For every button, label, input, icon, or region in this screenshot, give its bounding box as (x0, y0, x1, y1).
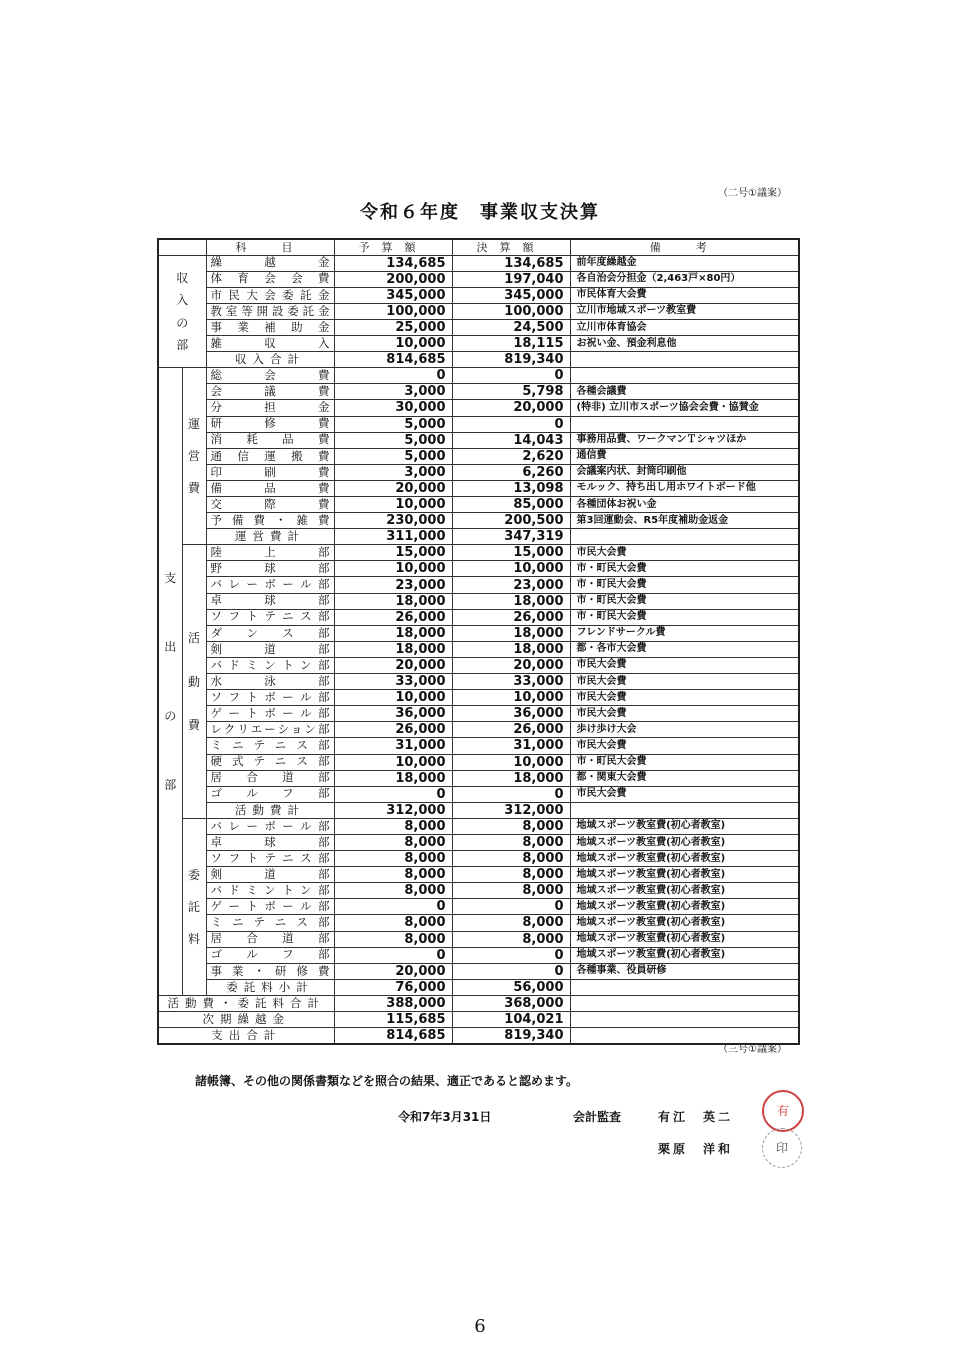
operating-total-actual: 347,319 (452, 529, 570, 545)
subject-cell: 剣道部 (206, 867, 334, 883)
commission-total-budget: 76,000 (334, 979, 452, 995)
table-row (158, 609, 799, 625)
actual-cell: 2,620 (452, 448, 570, 464)
note-cell: フレンドサークル費 (570, 625, 799, 641)
note-cell: 前年度繰越金 (570, 255, 799, 271)
budget-cell: 100,000 (334, 303, 452, 319)
actual-cell: 5,798 (452, 384, 570, 400)
note-cell: 通信費 (570, 448, 799, 464)
budget-cell: 18,000 (334, 641, 452, 657)
table-row (158, 239, 799, 255)
note-cell: 市・町民大会費 (570, 754, 799, 770)
actual-cell: 197,040 (452, 271, 570, 287)
page-title: 令和６年度 事業収支決算 (360, 202, 600, 223)
actual-cell: 26,000 (452, 722, 570, 738)
table-row (158, 480, 799, 496)
budget-cell: 0 (334, 368, 452, 384)
budget-cell: 20,000 (334, 657, 452, 673)
table-row (158, 416, 799, 432)
table-row (158, 706, 799, 722)
note-cell: 市民大会費 (570, 657, 799, 673)
side-char: 部 (164, 778, 177, 793)
actual-cell: 6,260 (452, 464, 570, 480)
budget-cell: 33,000 (334, 674, 452, 690)
table-row (158, 255, 799, 271)
table-row (158, 1012, 799, 1028)
header-blank (158, 239, 206, 255)
budget-cell: 8,000 (334, 883, 452, 899)
note-cell: お祝い金、預金利息他 (570, 336, 799, 352)
doc-ref-top: （二号①議案） (718, 188, 787, 199)
note-cell: 立川市地域スポーツ教室費 (570, 303, 799, 319)
note-cell: 地域スポーツ教室費(初心者教室) (570, 947, 799, 963)
note-cell: 地域スポーツ教室費(初心者教室) (570, 867, 799, 883)
side-char: 部 (176, 337, 189, 352)
side-char: 入 (176, 293, 189, 308)
table-row (158, 899, 799, 915)
combined-budget: 388,000 (334, 995, 452, 1011)
doc-ref-bottom: （三号①議案） (718, 1044, 787, 1055)
activity-total-budget: 312,000 (334, 802, 452, 818)
budget-cell: 8,000 (334, 851, 452, 867)
actual-cell: 20,000 (452, 400, 570, 416)
side-char: 出 (164, 640, 177, 655)
actual-cell: 8,000 (452, 851, 570, 867)
subject-cell: ソフトテニス部 (206, 609, 334, 625)
auditor-name-1: 有江 英二 (658, 1110, 734, 1124)
note-cell: 地域スポーツ教室費(初心者教室) (570, 818, 799, 834)
note-cell (570, 1012, 799, 1028)
table-row (158, 818, 799, 834)
budget-cell: 8,000 (334, 818, 452, 834)
header-subject: 科 目 (206, 239, 334, 255)
side-char: 活 (187, 631, 200, 646)
budget-cell: 10,000 (334, 497, 452, 513)
combined-actual: 368,000 (452, 995, 570, 1011)
budget-cell: 30,000 (334, 400, 452, 416)
note-cell: 都・各市大会費 (570, 641, 799, 657)
note-cell: 地域スポーツ教室費(初心者教室) (570, 834, 799, 850)
subject-cell: バドミントン部 (206, 883, 334, 899)
expense_total-budget: 814,685 (334, 1028, 452, 1044)
note-cell: 市・町民大会費 (570, 609, 799, 625)
subject-cell: 居合道部 (206, 770, 334, 786)
table-row (158, 577, 799, 593)
subject-cell: 消耗品費 (206, 432, 334, 448)
commission-side-label (182, 818, 206, 995)
certification-text: 諸帳簿、その他の関係書類などを照合の結果、適正であると認めます。 (195, 1074, 579, 1088)
budget-cell: 230,000 (334, 513, 452, 529)
actual-cell: 36,000 (452, 706, 570, 722)
actual-cell: 10,000 (452, 561, 570, 577)
subject-cell: バドミントン部 (206, 657, 334, 673)
budget-cell: 200,000 (334, 271, 452, 287)
table-row (158, 754, 799, 770)
note-cell: 市民大会費 (570, 674, 799, 690)
subject-cell: ミニテニス部 (206, 738, 334, 754)
table-row (158, 738, 799, 754)
carryover-actual: 104,021 (452, 1012, 570, 1028)
activity-side-label (182, 545, 206, 819)
actual-cell: 0 (452, 416, 570, 432)
expense_total-actual: 819,340 (452, 1028, 570, 1044)
budget-cell: 15,000 (334, 545, 452, 561)
actual-cell: 15,000 (452, 545, 570, 561)
budget-cell: 10,000 (334, 561, 452, 577)
note-cell: 第3回運動会、R5年度補助金返金 (570, 513, 799, 529)
actual-cell: 18,000 (452, 641, 570, 657)
operating-total-budget: 311,000 (334, 529, 452, 545)
budget-cell: 8,000 (334, 931, 452, 947)
note-cell: 地域スポーツ教室費(初心者教室) (570, 899, 799, 915)
expense-side-label (158, 368, 182, 996)
note-cell: 市民体育大会費 (570, 287, 799, 303)
subject-cell: 水泳部 (206, 674, 334, 690)
side-char: 料 (187, 932, 200, 947)
note-cell: 地域スポーツ教室費(初心者教室) (570, 851, 799, 867)
subject-cell: ゲートボール部 (206, 706, 334, 722)
budget-cell: 5,000 (334, 416, 452, 432)
note-cell: 都・関東大会費 (570, 770, 799, 786)
income-total-actual: 819,340 (452, 352, 570, 368)
budget-cell: 36,000 (334, 706, 452, 722)
note-cell: 市民大会費 (570, 706, 799, 722)
table-row (158, 963, 799, 979)
side-char: 費 (187, 481, 200, 496)
actual-cell: 200,500 (452, 513, 570, 529)
table-row (158, 545, 799, 561)
budget-cell: 26,000 (334, 722, 452, 738)
table-row (158, 464, 799, 480)
carryover-label: 次期繰越金 (158, 1012, 334, 1028)
side-char: 収 (176, 271, 189, 286)
table-row (158, 497, 799, 513)
budget-cell: 8,000 (334, 834, 452, 850)
budget-cell: 5,000 (334, 448, 452, 464)
subject-cell: 教室等開設委託金 (206, 303, 334, 319)
table-row (158, 915, 799, 931)
subject-cell: バレーボール部 (206, 818, 334, 834)
table-row (158, 384, 799, 400)
actual-cell: 14,043 (452, 432, 570, 448)
budget-cell: 10,000 (334, 336, 452, 352)
budget-cell: 8,000 (334, 915, 452, 931)
budget-cell: 5,000 (334, 432, 452, 448)
table-row (158, 931, 799, 947)
note-cell: 地域スポーツ教室費(初心者教室) (570, 915, 799, 931)
table-row (158, 529, 799, 545)
budget-cell: 18,000 (334, 770, 452, 786)
note-cell: 市・町民大会費 (570, 561, 799, 577)
table-row (158, 352, 799, 368)
table-row (158, 947, 799, 963)
budget-cell: 20,000 (334, 963, 452, 979)
budget-cell: 134,685 (334, 255, 452, 271)
subject-cell: 雑収入 (206, 336, 334, 352)
subject-cell: 備品費 (206, 480, 334, 496)
table-row (158, 883, 799, 899)
budget-cell: 0 (334, 786, 452, 802)
note-cell: 各種会議費 (570, 384, 799, 400)
table-row (158, 786, 799, 802)
actual-cell: 85,000 (452, 497, 570, 513)
combined-label: 活動費・委託料合計 (158, 995, 334, 1011)
table-row (158, 593, 799, 609)
side-char: 営 (187, 449, 200, 464)
subject-cell: 剣道部 (206, 641, 334, 657)
table-row (158, 722, 799, 738)
side-char: 動 (187, 674, 200, 689)
subject-cell: 研修費 (206, 416, 334, 432)
income-side-label (158, 255, 206, 368)
note-cell: 会議案内状、封筒印刷他 (570, 464, 799, 480)
actual-cell: 8,000 (452, 931, 570, 947)
actual-cell: 31,000 (452, 738, 570, 754)
note-cell: 市民大会費 (570, 545, 799, 561)
table-row (158, 448, 799, 464)
note-cell: 市民大会費 (570, 738, 799, 754)
actual-cell: 26,000 (452, 609, 570, 625)
note-cell: 各自治会分担金（2,463戸×80円） (570, 271, 799, 287)
table-row (158, 674, 799, 690)
actual-cell: 8,000 (452, 834, 570, 850)
subject-cell: 居合道部 (206, 931, 334, 947)
actual-cell: 10,000 (452, 690, 570, 706)
header-note: 備 考 (570, 239, 799, 255)
actual-cell: 18,000 (452, 770, 570, 786)
subject-cell: 事業補助金 (206, 319, 334, 335)
side-char: 支 (164, 570, 177, 585)
actual-cell: 8,000 (452, 915, 570, 931)
note-cell: 各種団体お祝い金 (570, 497, 799, 513)
note-cell (570, 368, 799, 384)
note-cell: 事務用品費、ワークマンＴシャツほか (570, 432, 799, 448)
operating-side-label (182, 368, 206, 545)
subject-cell: 卓球部 (206, 593, 334, 609)
table-row (158, 432, 799, 448)
budget-cell: 345,000 (334, 287, 452, 303)
note-cell: (特非) 立川市スポーツ協会会費・協賛金 (570, 400, 799, 416)
subject-cell: ゴルフ部 (206, 786, 334, 802)
actual-cell: 8,000 (452, 818, 570, 834)
subject-cell: 硬式テニス部 (206, 754, 334, 770)
budget-cell: 10,000 (334, 754, 452, 770)
table-row (158, 979, 799, 995)
actual-cell: 0 (452, 947, 570, 963)
page-number: 6 (474, 1316, 486, 1337)
actual-cell: 18,000 (452, 625, 570, 641)
subject-cell: バレーボール部 (206, 577, 334, 593)
note-cell (570, 352, 799, 368)
budget-cell: 3,000 (334, 464, 452, 480)
table-row (158, 851, 799, 867)
note-cell (570, 979, 799, 995)
budget-cell: 26,000 (334, 609, 452, 625)
table-row (158, 834, 799, 850)
table-row (158, 400, 799, 416)
subject-cell: 市民大会委託金 (206, 287, 334, 303)
actual-cell: 13,098 (452, 480, 570, 496)
auditor-seal-2: 印 (762, 1128, 802, 1168)
table-row (158, 319, 799, 335)
subject-cell: 印刷費 (206, 464, 334, 480)
commission-total-label: 委託料小計 (206, 979, 334, 995)
table-row (158, 561, 799, 577)
actual-cell: 0 (452, 899, 570, 915)
carryover-budget: 115,685 (334, 1012, 452, 1028)
note-cell: 市・町民大会費 (570, 577, 799, 593)
actual-cell: 345,000 (452, 287, 570, 303)
actual-cell: 23,000 (452, 577, 570, 593)
side-char: 委 (187, 867, 200, 882)
actual-cell: 18,000 (452, 593, 570, 609)
subject-cell: 交際費 (206, 497, 334, 513)
budget-cell: 0 (334, 947, 452, 963)
actual-cell: 100,000 (452, 303, 570, 319)
note-cell: 歩け歩け大会 (570, 722, 799, 738)
subject-cell: 野球部 (206, 561, 334, 577)
auditor-label: 会計監査 (573, 1110, 622, 1124)
budget-cell: 18,000 (334, 625, 452, 641)
subject-cell: 予備費・雑費 (206, 513, 334, 529)
note-cell (570, 529, 799, 545)
actual-cell: 0 (452, 786, 570, 802)
subject-cell: 陸上部 (206, 545, 334, 561)
note-cell: 市民大会費 (570, 786, 799, 802)
side-char: 費 (187, 717, 200, 732)
note-cell: 各種事業、役員研修 (570, 963, 799, 979)
commission-total-actual: 56,000 (452, 979, 570, 995)
table-row (158, 867, 799, 883)
side-char: の (176, 315, 189, 330)
table-row (158, 303, 799, 319)
actual-cell: 10,000 (452, 754, 570, 770)
actual-cell: 134,685 (452, 255, 570, 271)
table-row (158, 271, 799, 287)
budget-cell: 10,000 (334, 690, 452, 706)
budget-cell: 23,000 (334, 577, 452, 593)
budget-cell: 8,000 (334, 867, 452, 883)
note-cell: 市民大会費 (570, 690, 799, 706)
budget-cell: 20,000 (334, 480, 452, 496)
budget-cell: 18,000 (334, 593, 452, 609)
note-cell: 立川市体育協会 (570, 319, 799, 335)
table-row (158, 690, 799, 706)
subject-cell: ソフトボール部 (206, 690, 334, 706)
income-total-budget: 814,685 (334, 352, 452, 368)
table-row (158, 995, 799, 1011)
activity-total-label: 活動費計 (206, 802, 334, 818)
note-cell (570, 416, 799, 432)
ledger-table (157, 238, 800, 1045)
actual-cell: 33,000 (452, 674, 570, 690)
audit-date: 令和7年3月31日 (398, 1110, 492, 1124)
auditor-name-2: 栗原 洋和 (658, 1142, 734, 1156)
subject-cell: 総会費 (206, 368, 334, 384)
actual-cell: 18,115 (452, 336, 570, 352)
subject-cell: 事業・研修費 (206, 963, 334, 979)
income-total-label: 収入合計 (206, 352, 334, 368)
actual-cell: 0 (452, 963, 570, 979)
table-row (158, 287, 799, 303)
subject-cell: 体育会会費 (206, 271, 334, 287)
table-row (158, 657, 799, 673)
note-cell: モルック、持ち出し用ホワイトボード他 (570, 480, 799, 496)
side-char: 運 (187, 417, 200, 432)
subject-cell: ミニテニス部 (206, 915, 334, 931)
note-cell: 地域スポーツ教室費(初心者教室) (570, 883, 799, 899)
subject-cell: 通信運搬費 (206, 448, 334, 464)
subject-cell: ソフトテニス部 (206, 851, 334, 867)
subject-cell: ゴルフ部 (206, 947, 334, 963)
actual-cell: 20,000 (452, 657, 570, 673)
note-cell: 市・町民大会費 (570, 593, 799, 609)
table-row (158, 1028, 799, 1044)
actual-cell: 8,000 (452, 867, 570, 883)
table-row (158, 641, 799, 657)
subject-cell: ゲートボール部 (206, 899, 334, 915)
operating-total-label: 運営費計 (206, 529, 334, 545)
note-cell: 地域スポーツ教室費(初心者教室) (570, 931, 799, 947)
actual-cell: 24,500 (452, 319, 570, 335)
budget-cell: 0 (334, 899, 452, 915)
side-char: の (164, 709, 177, 724)
side-char: 託 (187, 899, 200, 914)
auditor-seal-1: 有 (762, 1090, 804, 1132)
table-row (158, 336, 799, 352)
note-cell (570, 802, 799, 818)
subject-cell: 会議費 (206, 384, 334, 400)
actual-cell: 0 (452, 368, 570, 384)
header-budget: 予算額 (334, 239, 452, 255)
subject-cell: 卓球部 (206, 834, 334, 850)
subject-cell: 分担金 (206, 400, 334, 416)
subject-cell: レクリエーション部 (206, 722, 334, 738)
table-row (158, 368, 799, 384)
budget-cell: 31,000 (334, 738, 452, 754)
note-cell (570, 995, 799, 1011)
budget-cell: 3,000 (334, 384, 452, 400)
activity-total-actual: 312,000 (452, 802, 570, 818)
subject-cell: ダンス部 (206, 625, 334, 641)
subject-cell: 繰越金 (206, 255, 334, 271)
table-row (158, 625, 799, 641)
actual-cell: 8,000 (452, 883, 570, 899)
expense_total-label: 支出合計 (158, 1028, 334, 1044)
budget-cell: 25,000 (334, 319, 452, 335)
header-actual: 決算額 (452, 239, 570, 255)
table-row (158, 513, 799, 529)
table-row (158, 802, 799, 818)
table-row (158, 770, 799, 786)
